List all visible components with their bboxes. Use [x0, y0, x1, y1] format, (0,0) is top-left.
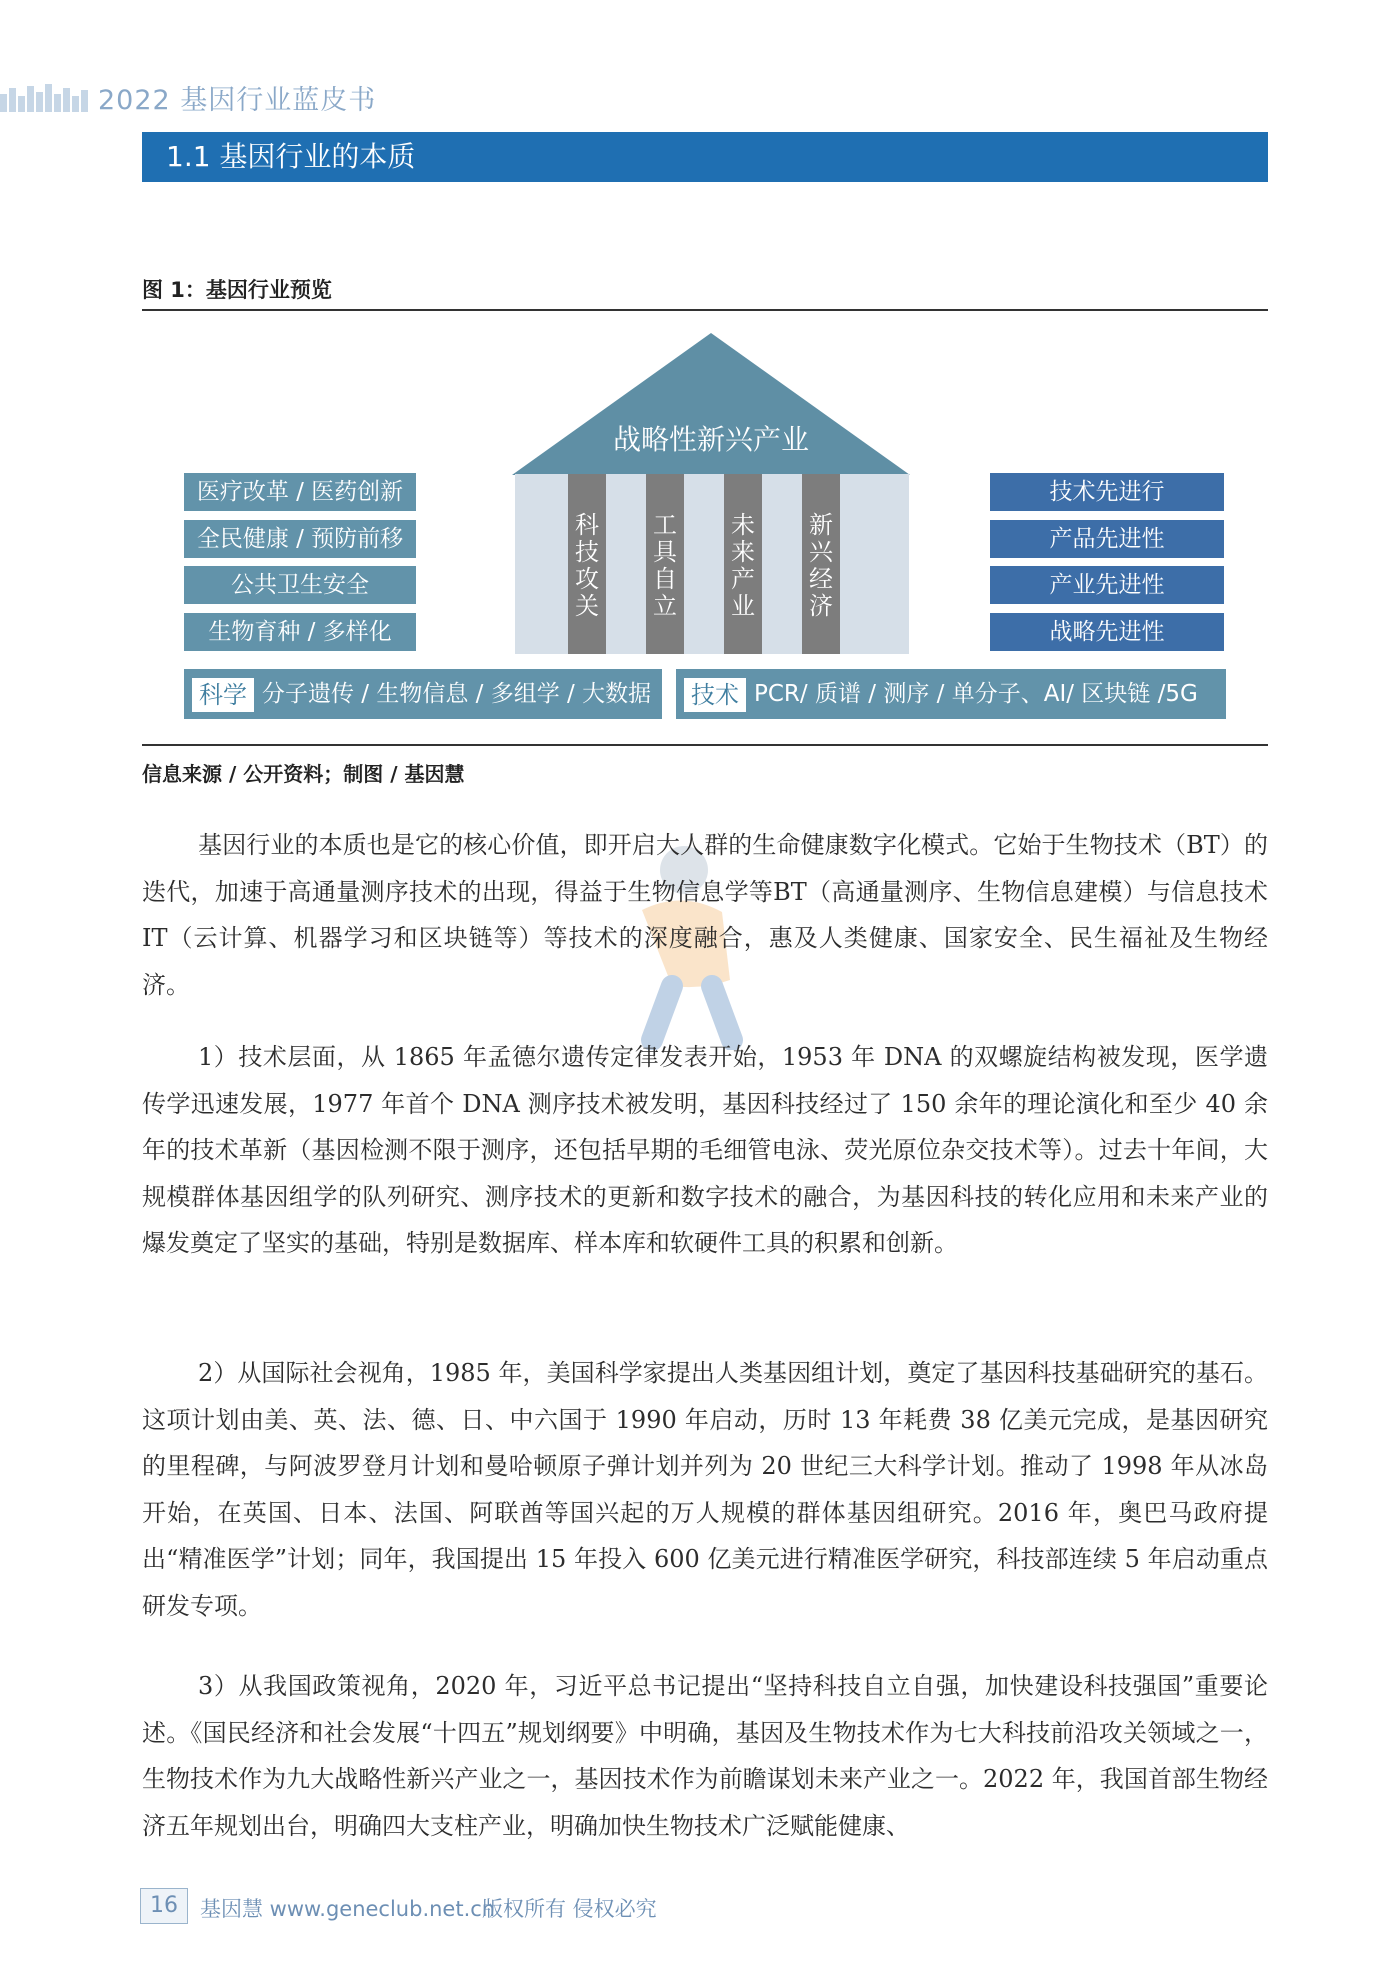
paragraph-2: 1）技术层面，从 1865 年孟德尔遗传定律发表开始，1953 年 DNA 的双螺旋结构被发现，医学遗传学迅速发展，1977 年首个 DNA 测序技术被发明，基因科技经过了 150 余年的理论演化和至少 40 余年的技术革新（基因检测不限于测序，还包括早期的毛细管电泳、荧光原位杂交技术等）。过去十年间，大规模群体基因组学的队列研究、测序技术的更新和数字技术的融合，为基因科技的转化应用和未来产业的爆发奠定了坚实的基础，特别是数据库、样本库和软硬件工具的积累和创新。: [142, 1043, 1268, 1257]
figure-bottom-rule: [142, 744, 1268, 746]
figure-source: 信息来源 / 公开资料；制图 / 基因慧: [142, 762, 465, 786]
header-decoration-icon: [0, 82, 88, 112]
tech-strip: [676, 669, 1226, 719]
roof-label: 战略性新兴产业: [612, 423, 809, 456]
pillar-4: 新兴经济: [802, 474, 840, 654]
pillar-2: 工具自立: [646, 474, 684, 654]
paragraph-4: 3）从我国政策视角，2020 年，习近平总书记提出“坚持科技自立自强，加快建设科技强国”重要论述。《国民经济和社会发展“十四五”规划纲要》中明确，基因及生物技术作为七大科技前沿攻关领域之一，生物技术作为九大战略性新兴产业之一，基因技术作为前瞻谋划未来产业之一。2022 年，我国首部生物经济五年规划出台，明确四大支柱产业，明确加快生物技术广泛赋能健康、: [142, 1672, 1268, 1840]
right-item-4: 战略先进性: [990, 613, 1224, 651]
science-text: 分子遗传 / 生物信息 / 多组学 / 大数据: [262, 681, 652, 707]
paragraph-3: 2）从国际社会视角，1985 年，美国科学家提出人类基因组计划，奠定了基因科技基础研究的基石。这项计划由美、英、法、德、日、中六国于 1990 年启动，历时 13 年耗费 38 亿美元完成，是基因研究的里程碑，与阿波罗登月计划和曼哈顿原子弹计划并列为 20 世纪三大科学计划。推动了 1998 年从冰岛开始，在英国、日本、法国、阿联酋等国兴起的万人规模的群体基因组研究。2016 年，奥巴马政府提出“精准医学”计划；同年，我国提出 15 年投入 600 亿美元进行精准医学研究，科技部连续 5 年启动重点研发专项。: [142, 1359, 1268, 1620]
left-item-3: 公共卫生安全: [184, 566, 416, 604]
tech-tag: 技术: [684, 678, 746, 712]
pillar-1: 科技攻关: [568, 474, 606, 654]
document-title: 2022 基因行业蓝皮书: [98, 85, 377, 116]
figure-top-rule: [142, 309, 1268, 311]
right-item-2: 产品先进性: [990, 520, 1224, 558]
footer-rights: 版权所有 侵权必究: [482, 1897, 657, 1921]
tech-text: PCR/ 质谱 / 测序 / 单分子、AI/ 区块链 /5G: [754, 681, 1198, 707]
left-item-4: 生物育种 / 多样化: [184, 613, 416, 651]
page-number: 16: [140, 1888, 188, 1924]
footer-site: 基因慧 www.geneclub.net.cn: [200, 1897, 496, 1921]
left-item-1: 医疗改革 / 医药创新: [184, 473, 416, 511]
right-item-3: 产业先进性: [990, 566, 1224, 604]
figure-caption: 图 1：基因行业预览: [142, 278, 332, 302]
right-item-1: 技术先进行: [990, 473, 1224, 511]
left-item-2: 全民健康 / 预防前移: [184, 520, 416, 558]
pillar-3: 未来产业: [724, 474, 762, 654]
paragraph-1: 基因行业的本质也是它的核心价值，即开启大人群的生命健康数字化模式。它始于生物技术（BT）的迭代，加速于高通量测序技术的出现，得益于生物信息学等BT（高通量测序、生物信息建模）与信息技术 IT（云计算、机器学习和区块链等）等技术的深度融合，惠及人类健康、国家安全、民生福祉及生物经济。: [142, 831, 1268, 999]
science-tag: 科学: [192, 678, 254, 712]
section-title: 1.1 基因行业的本质: [142, 132, 1268, 182]
science-strip: [184, 669, 662, 719]
